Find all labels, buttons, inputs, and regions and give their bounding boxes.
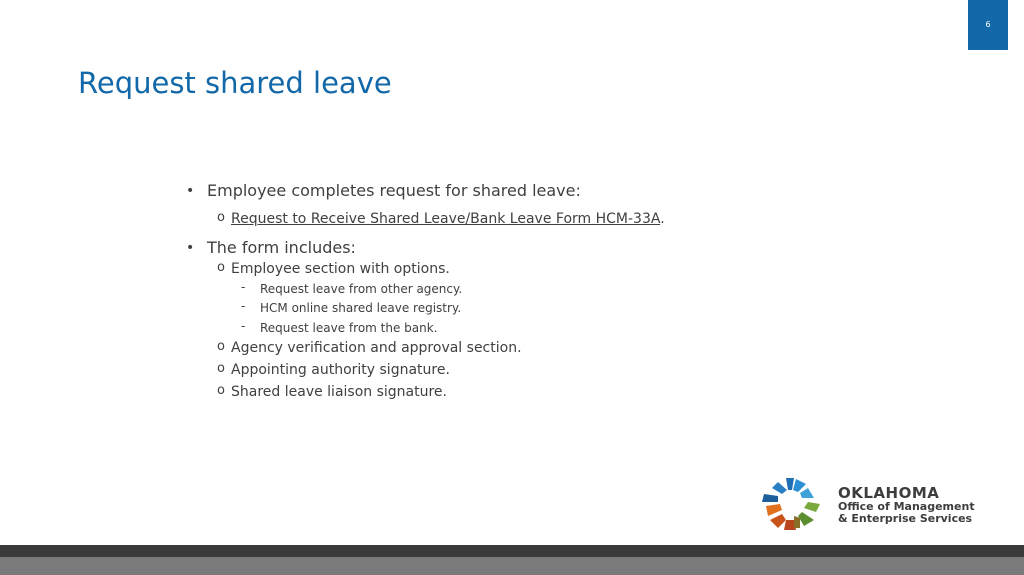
sub-item-text: Employee section with options. xyxy=(231,261,450,277)
sub-item-text: Shared leave liaison signature. xyxy=(231,384,447,400)
form-hcm-33a-link[interactable]: Request to Receive Shared Leave/Bank Leave Form HCM-33A xyxy=(231,211,661,227)
sub-item-agency-verification xyxy=(186,338,665,358)
dash-bullet-icon: - xyxy=(241,319,246,333)
page-number-badge xyxy=(968,0,1008,50)
sub-item-form-link xyxy=(186,209,665,229)
logo-line-oklahoma: OKLAHOMA xyxy=(838,484,940,502)
bullet-dot-icon: • xyxy=(186,183,195,199)
omes-logo xyxy=(756,476,1006,532)
slide-title: Request shared leave xyxy=(78,66,392,100)
dash-bullet-icon: - xyxy=(241,280,246,294)
option-text: Request leave from other agency. xyxy=(260,282,463,296)
option-item xyxy=(186,280,665,298)
circle-bullet-icon: o xyxy=(217,383,225,398)
circle-bullet-icon: o xyxy=(217,260,225,275)
logo-line-office: Office of Management xyxy=(838,500,975,513)
bullet-text: The form includes: xyxy=(207,238,356,257)
footer-bar-dark xyxy=(0,545,1024,557)
link-suffix: . xyxy=(660,211,665,227)
option-item xyxy=(186,299,665,317)
footer-bar-gray xyxy=(0,557,1024,575)
option-text: HCM online shared leave registry. xyxy=(260,301,462,315)
bullet-item-form-includes xyxy=(186,237,665,259)
option-item xyxy=(186,319,665,337)
bullet-dot-icon: • xyxy=(186,240,195,256)
dash-bullet-icon: - xyxy=(241,299,246,313)
option-text: Request leave from the bank. xyxy=(260,321,438,335)
page-number: 6 xyxy=(985,20,991,29)
bullet-text: Employee completes request for shared leave: xyxy=(207,181,581,200)
sub-item-appointing-authority xyxy=(186,360,665,380)
logo-text xyxy=(838,486,975,525)
sub-item-employee-section xyxy=(186,259,665,279)
logo-line-enterprise: & Enterprise Services xyxy=(838,512,973,525)
circle-bullet-icon: o xyxy=(217,339,225,354)
sub-item-liaison-signature xyxy=(186,382,665,402)
circle-bullet-icon: o xyxy=(217,210,225,225)
bullet-item-employee-request xyxy=(186,180,665,202)
circle-bullet-icon: o xyxy=(217,361,225,376)
oklahoma-star-icon xyxy=(756,476,828,532)
sub-item-text: Appointing authority signature. xyxy=(231,362,450,378)
sub-item-text: Agency verification and approval section. xyxy=(231,340,522,356)
slide-content xyxy=(186,180,665,400)
